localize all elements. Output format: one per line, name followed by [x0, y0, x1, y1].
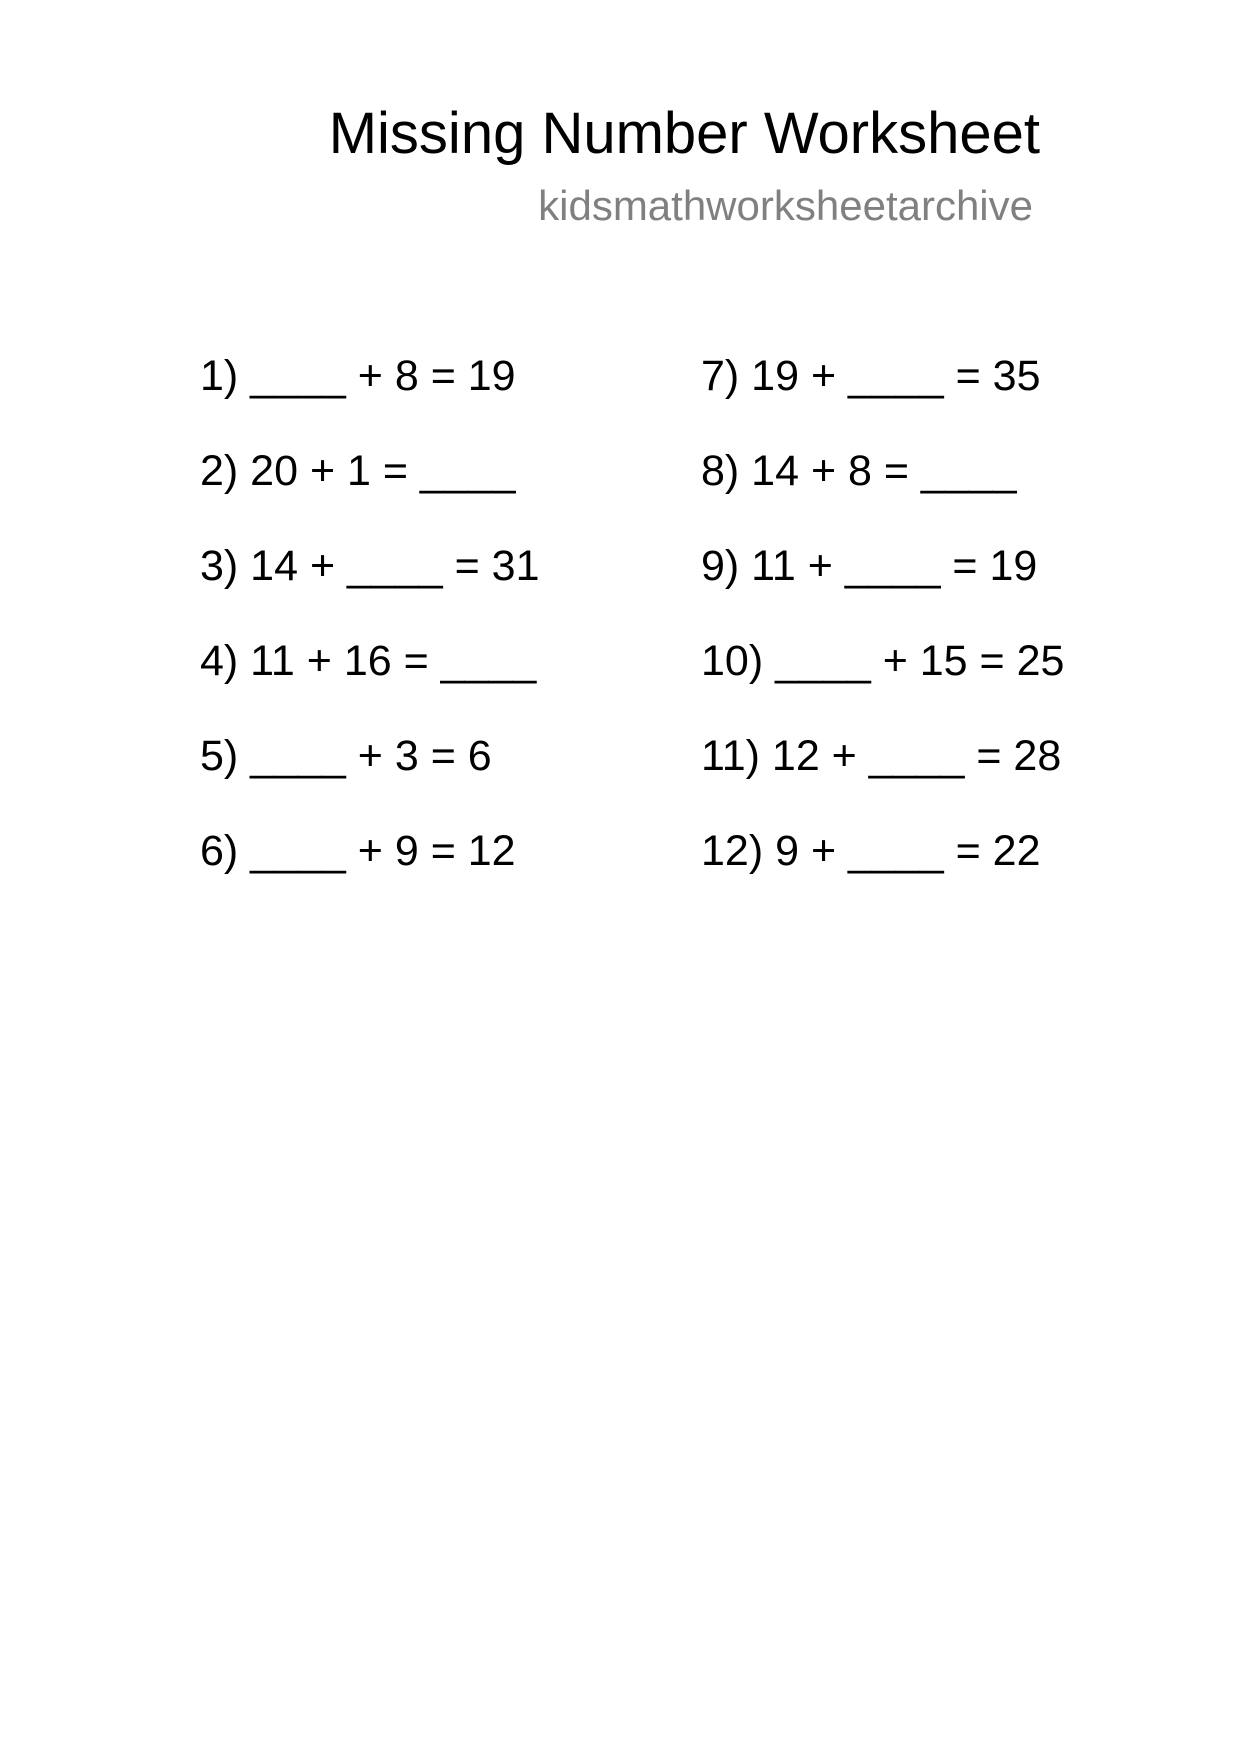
problem-12: 12) 9 + ____ = 22 [701, 827, 1041, 875]
problem-11: 11) 12 + ____ = 28 [701, 732, 1062, 780]
problem-5: 5) ____ + 3 = 6 [200, 732, 492, 780]
problem-6: 6) ____ + 9 = 12 [200, 827, 516, 875]
problem-1: 1) ____ + 8 = 19 [200, 352, 516, 400]
problem-2: 2) 20 + 1 = ____ [200, 447, 516, 495]
problem-10: 10) ____ + 15 = 25 [701, 637, 1065, 685]
problem-4: 4) 11 + 16 = ____ [200, 637, 537, 685]
problem-7: 7) 19 + ____ = 35 [701, 352, 1041, 400]
problem-3: 3) 14 + ____ = 31 [200, 542, 540, 590]
worksheet-title: Missing Number Worksheet [328, 101, 1040, 166]
worksheet-source: kidsmathworksheetarchive [538, 182, 1033, 229]
problem-9: 9) 11 + ____ = 19 [701, 542, 1038, 590]
problem-8: 8) 14 + 8 = ____ [701, 447, 1017, 495]
